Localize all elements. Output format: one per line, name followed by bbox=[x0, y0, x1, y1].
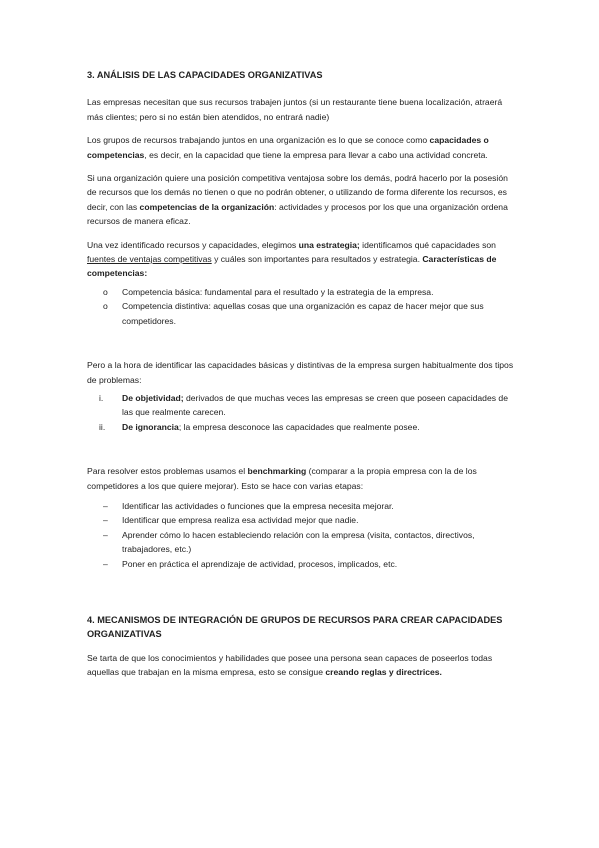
bold-term: De objetividad; bbox=[122, 392, 184, 403]
paragraph-mecanismos bbox=[87, 651, 517, 680]
etapas-list bbox=[87, 499, 517, 571]
text-span: Para resolver estos problemas usamos el bbox=[87, 466, 248, 477]
list-item-text: Competencia básica: fundamental para el resultado y la estrategia de la empresa. bbox=[122, 286, 434, 297]
text-span: , es decir, en la capacidad que tiene la empresa para llevar a cabo una actividad concreta. bbox=[144, 149, 488, 160]
dash-icon: – bbox=[103, 558, 108, 569]
text-span: : actividades y procesos por los que una organización ordena recursos de manera eficaz. bbox=[87, 201, 508, 227]
text-span: (comparar a la propia empresa con la de los competidores a los que quiere mejorar). Esto se hace con varias etapas: bbox=[87, 466, 477, 491]
paragraph-capacidades bbox=[87, 133, 517, 162]
bold-term: benchmarking bbox=[247, 466, 307, 477]
list-item bbox=[87, 513, 517, 527]
list-item bbox=[87, 557, 517, 571]
list-number: i. bbox=[99, 392, 104, 403]
paragraph-problemas bbox=[87, 358, 517, 387]
paragraph-intro-text: Las empresas necesitan que sus recursos trabajen juntos (si un restaurante tiene buena localización, atraerá más clientes; pero si no están bien atendidos, no entrará nadie) bbox=[87, 97, 503, 122]
dash-icon: – bbox=[103, 500, 108, 511]
competencias-list bbox=[87, 285, 517, 328]
list-item-text: Competencia distintiva: aquellas cosas que una organización es capaz de hacer mejor que sus competidores. bbox=[122, 301, 484, 326]
document-page bbox=[87, 68, 517, 680]
dash-icon: – bbox=[103, 529, 108, 540]
bold-term: competencias de la organización bbox=[139, 201, 275, 212]
list-number: ii. bbox=[99, 421, 106, 432]
list-item-text: Aprender cómo lo hacen estableciendo relación con la empresa (visita, contactos, directivos, trabajadores, etc.) bbox=[122, 529, 475, 555]
paragraph-posicion-competitiva bbox=[87, 171, 517, 229]
list-item bbox=[87, 420, 517, 434]
list-item bbox=[87, 391, 517, 420]
bold-term: De ignorancia bbox=[122, 421, 179, 432]
list-item-text: Identificar las actividades o funciones que la empresa necesita mejorar. bbox=[122, 500, 394, 511]
list-item-text: Poner en práctica el aprendizaje de actividad, procesos, implicados, etc. bbox=[122, 558, 398, 569]
paragraph-problemas-text: Pero a la hora de identificar las capacidades básicas y distintivas de la empresa surgen habitualmente dos tipos de problemas: bbox=[87, 360, 514, 385]
paragraph-benchmarking bbox=[87, 464, 517, 493]
list-item-text: ; la empresa desconoce las capacidades que realmente posee. bbox=[178, 421, 420, 432]
paragraph-estrategia bbox=[87, 238, 517, 281]
list-item-text: Identificar que empresa realiza esa actividad mejor que nadie. bbox=[122, 515, 359, 526]
list-item bbox=[87, 299, 517, 328]
bold-term: una estrategia; bbox=[298, 239, 360, 250]
section-4-heading: 4. MECANISMOS DE INTEGRACIÓN DE GRUPOS DE RECURSOS PARA CREAR CAPACIDADES ORGANIZATIVAS bbox=[87, 614, 503, 640]
underlined-term: fuentes de ventajas competitivas bbox=[87, 254, 212, 265]
text-span: Si una organización quiere una posición competitiva ventajosa sobre los demás, podrá hacerlo por la posesión de recursos que los demás no tienen o que no podrán obtener, o utilizando de forma diferente los recursos, es decir, con las bbox=[87, 173, 508, 212]
text-span: y cuáles son importantes para resultados y estrategia. bbox=[211, 254, 423, 265]
list-item bbox=[87, 285, 517, 299]
bullet-icon: o bbox=[103, 301, 108, 312]
dash-icon: – bbox=[103, 515, 108, 526]
paragraph-intro bbox=[87, 95, 517, 124]
list-item bbox=[87, 528, 517, 557]
text-span: Se tarta de que los conocimientos y habilidades que posee una persona sean capaces de poseerlos todas aquellas que trabajan en la misma empresa, esto se consigue bbox=[87, 652, 493, 678]
list-item bbox=[87, 499, 517, 513]
bullet-icon: o bbox=[103, 286, 108, 297]
text-span: identificamos qué capacidades son bbox=[359, 239, 496, 250]
bold-term: creando reglas y directrices. bbox=[325, 667, 442, 678]
list-item-text: derivados de que muchas veces las empresas se creen que poseen capacidades de las que realmente carecen. bbox=[122, 392, 508, 418]
bold-term: capacidades o competencias bbox=[87, 135, 489, 160]
text-span: Los grupos de recursos trabajando juntos en una organización es lo que se conoce como bbox=[87, 135, 430, 146]
text-span: Una vez identificado recursos y capacidades, elegimos bbox=[87, 239, 299, 250]
section-3-heading: 3. ANÁLISIS DE LAS CAPACIDADES ORGANIZATIVAS bbox=[87, 70, 323, 80]
bold-term: Características de competencias: bbox=[87, 254, 497, 279]
problemas-list bbox=[87, 391, 517, 434]
